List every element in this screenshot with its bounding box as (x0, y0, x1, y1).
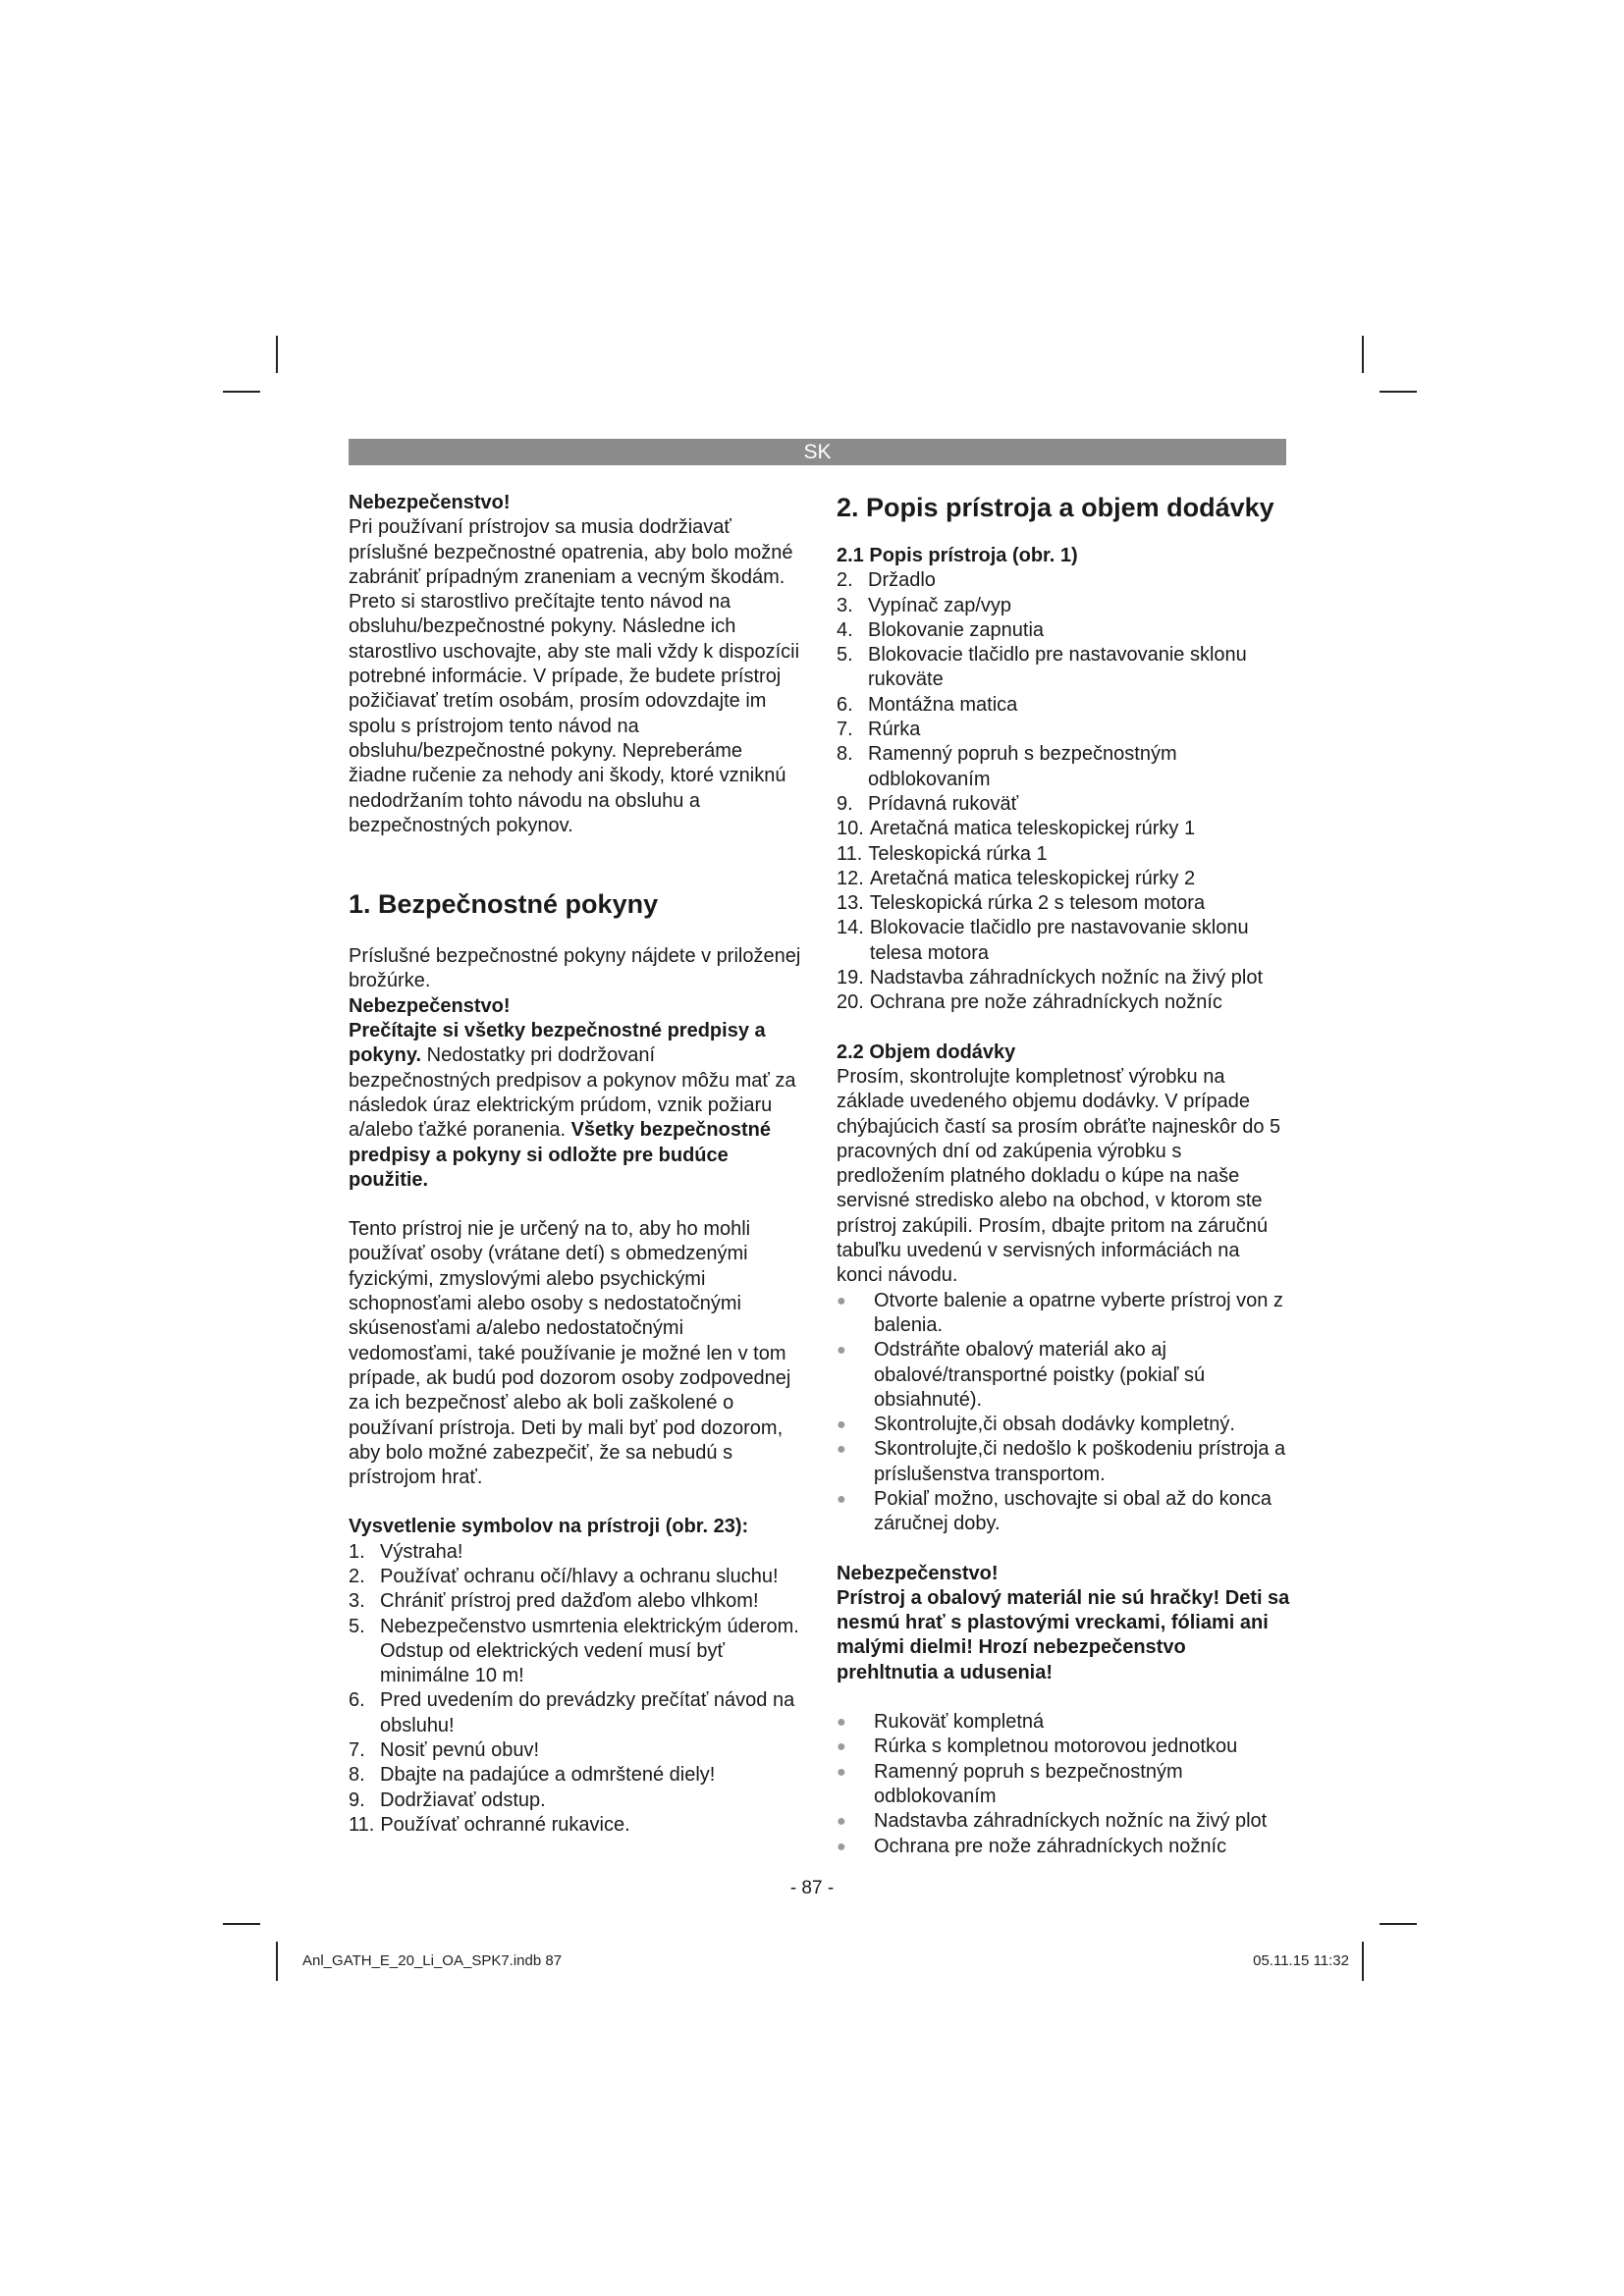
list-item: 19. Nadstavba záhradníckych nožníc na živý plot (837, 967, 1264, 989)
list-item: 13. Teleskopická rúrka 2 s telesom motora (837, 892, 1206, 915)
list-item: ● Nadstavba záhradníckych nožníc na živý plot (837, 1809, 1290, 1834)
warning-bold-1: Prečítajte si všetky bezpečnostné predpisy a pokyny. (349, 1020, 766, 1067)
list-item: 12. Aretačná matica teleskopickej rúrky 2 (837, 867, 1196, 889)
parts-list (837, 568, 1290, 1015)
list-item: 5. Blokovacie tlačidlo pre nastavovanie sklonu rukoväte (837, 644, 1247, 691)
symbols-list (349, 1540, 802, 1839)
children-usage-paragraph: Tento prístroj nie je určený na to, aby ho mohli používať osoby (vrátane detí) s obmedzenými fyzickými, zmyslovými alebo psychickými schopnosťami alebo osoby s nedostatočnými skúsenosťami a/alebo nedostatočnými vedomosťami, také používanie je možné len v tom prípade, ak budú pod dozorom osoby zodpovednej za ich bezpečnosť alebo ak boli zaškolené o používaní prístroja. Deti by mali byť pod dozorom, aby bolo možné zabezpečiť, že sa nebudú s prístrojom hrať. (349, 1218, 791, 1489)
list-item: 1. Výstraha! (349, 1540, 463, 1563)
bullet-icon: ● (837, 1292, 846, 1309)
footer-file-name: Anl_GATH_E_20_Li_OA_SPK7.indb 87 (302, 1952, 563, 1969)
check-list (837, 1289, 1290, 1537)
list-item: 8. Ramenný popruh s bezpečnostným odblokovaním (837, 743, 1177, 790)
bullet-icon: ● (837, 1714, 846, 1732)
crop-mark-top-right-h (1380, 391, 1417, 393)
warning-title-3: Nebezpečenstvo! (837, 1562, 999, 1584)
warning-title: Nebezpečenstvo! (349, 492, 511, 513)
list-item: ● Rúrka s kompletnou motorovou jednotkou (837, 1735, 1290, 1759)
crop-mark-bottom-right-h (1380, 1923, 1417, 1925)
section-1-intro: Príslušné bezpečnostné pokyny nájdete v priloženej brožúrke. (349, 945, 801, 992)
list-item: ● Skontrolujte,či nedošlo k poškodeniu prístroja a príslušenstva transportom. (837, 1437, 1290, 1487)
bullet-icon: ● (837, 1763, 846, 1781)
list-item: 10. Aretačná matica teleskopickej rúrky 1 (837, 818, 1196, 840)
symbols-title: Vysvetlenie symbolov na prístroji (obr. 23): (349, 1516, 749, 1538)
right-column (837, 491, 1290, 1859)
list-item: ● Otvorte balenie a opatrne vyberte prístroj von z balenia. (837, 1289, 1290, 1339)
left-column (349, 491, 802, 1838)
list-item: ● Ochrana pre nože záhradníckych nožníc (837, 1835, 1290, 1859)
bullet-icon: ● (837, 1342, 846, 1360)
list-item: 14. Blokovacie tlačidlo pre nastavovanie sklonu telesa motora (837, 917, 1249, 964)
warning-body-2: Nedostatky pri dodržovaní bezpečnostných predpisov a pokynov môžu mať za následok úraz elektrickým prúdom, vznik požiaru a/alebo ťažké poranenia. (349, 1044, 796, 1142)
section-1-title: 1. Bezpečnostné pokyny (349, 889, 659, 920)
list-item: ● Ramenný popruh s bezpečnostným odblokovaním (837, 1760, 1290, 1810)
warning-bold-2: Všetky bezpečnostné predpisy a pokyny si odložte pre budúce použitie. (349, 1119, 771, 1191)
page-number: - 87 - (789, 1878, 835, 1898)
bullet-icon: ● (837, 1813, 846, 1831)
list-item: 9. Dodržiavať odstup. (349, 1789, 546, 1811)
list-item: ● Odstráňte obalový materiál ako aj obalové/transportné poistky (pokiaľ sú obsiahnuté). (837, 1338, 1290, 1413)
footer-datetime: 05.11.15 11:32 (1253, 1952, 1349, 1969)
crop-mark-bottom-left-h (223, 1923, 260, 1925)
crop-mark-top-right-v (1362, 336, 1364, 373)
warning-text: Pri používaní prístrojov sa musia dodržiavať príslušné bezpečnostné opatrenia, aby bolo možné zabrániť prípadným zraneniam a vecným škodám. Preto si starostlivo prečítajte tento návod na obsluhu/bezpečnostné pokyny. Následne ich starostlivo uschovajte, aby ste mali vždy k dispozícii potrebné informácie. V prípade, že budete prístroj požičiavať tretím osobám, prosím odovzdajte im spolu s prístrojom tento návod na obsluhu/bezpečnostné pokyny. Nepreberáme žiadne ručenie za nehody ani škody, ktoré vzniknú nedodržaním tohto návodu na obsluhu a bezpečnostných pokynov. (349, 516, 800, 836)
crop-mark-top-left-h (223, 391, 260, 393)
language-code: SK (803, 441, 832, 463)
list-item: ● Pokiaľ možno, uschovajte si obal až do konca záručnej doby. (837, 1487, 1290, 1537)
list-item: 11. Používať ochranné rukavice. (349, 1813, 630, 1836)
bullet-icon: ● (837, 1738, 846, 1756)
list-item: 11. Teleskopická rúrka 1 (837, 842, 1048, 865)
list-item: 6. Pred uvedením do prevádzky prečítať návod na obsluhu! (349, 1689, 795, 1736)
delivery-list (837, 1710, 1290, 1859)
list-item: 7. Nosiť pevnú obuv! (349, 1739, 540, 1762)
crop-mark-bottom-left-v (276, 1942, 278, 1981)
list-item: 9. Prídavná rukoväť (837, 792, 1019, 815)
list-item: ● Rukoväť kompletná (837, 1710, 1290, 1735)
list-item: 3. Vypínač zap/vyp (837, 594, 1012, 616)
bullet-icon: ● (837, 1838, 846, 1855)
bullet-icon: ● (837, 1416, 846, 1434)
section-2-title: 2. Popis prístroja a objem dodávky (837, 493, 1274, 522)
bullet-icon: ● (837, 1490, 846, 1508)
bullet-icon: ● (837, 1441, 846, 1459)
subsection-2-1-title: 2.1 Popis prístroja (obr. 1) (837, 545, 1078, 566)
crop-mark-bottom-right-v (1362, 1942, 1364, 1981)
crop-mark-top-left-v (276, 336, 278, 373)
warning-text-3: Prístroj a obalový materiál nie sú hračky! Deti sa nesmú hrať s plastovými vreckami, fóliami ani malými dielmi! Hrozí nebezpečenstvo prehltnutia a udusenia! (837, 1586, 1290, 1683)
list-item: 2. Používať ochranu očí/hlavy a ochranu sluchu! (349, 1565, 779, 1587)
list-item: 7. Rúrka (837, 719, 921, 741)
list-item: 6. Montážna matica (837, 693, 1018, 716)
list-item: 5. Nebezpečenstvo usmrtenia elektrickým úderom. Odstup od elektrických vedení musí byť minimálne 10 m! (349, 1615, 799, 1687)
subsection-2-2-title: 2.2 Objem dodávky (837, 1041, 1016, 1063)
list-item: ● Skontrolujte,či obsah dodávky kompletný. (837, 1413, 1290, 1437)
list-item: 3. Chrániť prístroj pred dažďom alebo vlhkom! (349, 1590, 759, 1613)
warning-text-2 (349, 1019, 802, 1193)
list-item: 4. Blokovanie zapnutia (837, 618, 1045, 641)
list-item: 20. Ochrana pre nože záhradníckych nožníc (837, 991, 1222, 1014)
language-header-bar (349, 439, 1286, 465)
delivery-check-text: Prosím, skontrolujte kompletnosť výrobku na základe uvedeného objemu dodávky. V prípade chýbajúcich častí sa prosím obráťte najneskôr do 5 pracovných dní od zakúpenia výrobku s predložením platného dokladu o kúpe na naše servisné stredisko alebo na obchod, v ktorom ste prístroj zakúpili. Prosím, dbajte pritom na záručnú tabuľku uvedenú v servisných informáciách na konci návodu. (837, 1065, 1281, 1287)
warning-title-2: Nebezpečenstvo! (349, 994, 511, 1017)
list-item: 2. Držadlo (837, 569, 936, 592)
list-item: 8. Dbajte na padajúce a odmrštené diely! (349, 1764, 716, 1787)
